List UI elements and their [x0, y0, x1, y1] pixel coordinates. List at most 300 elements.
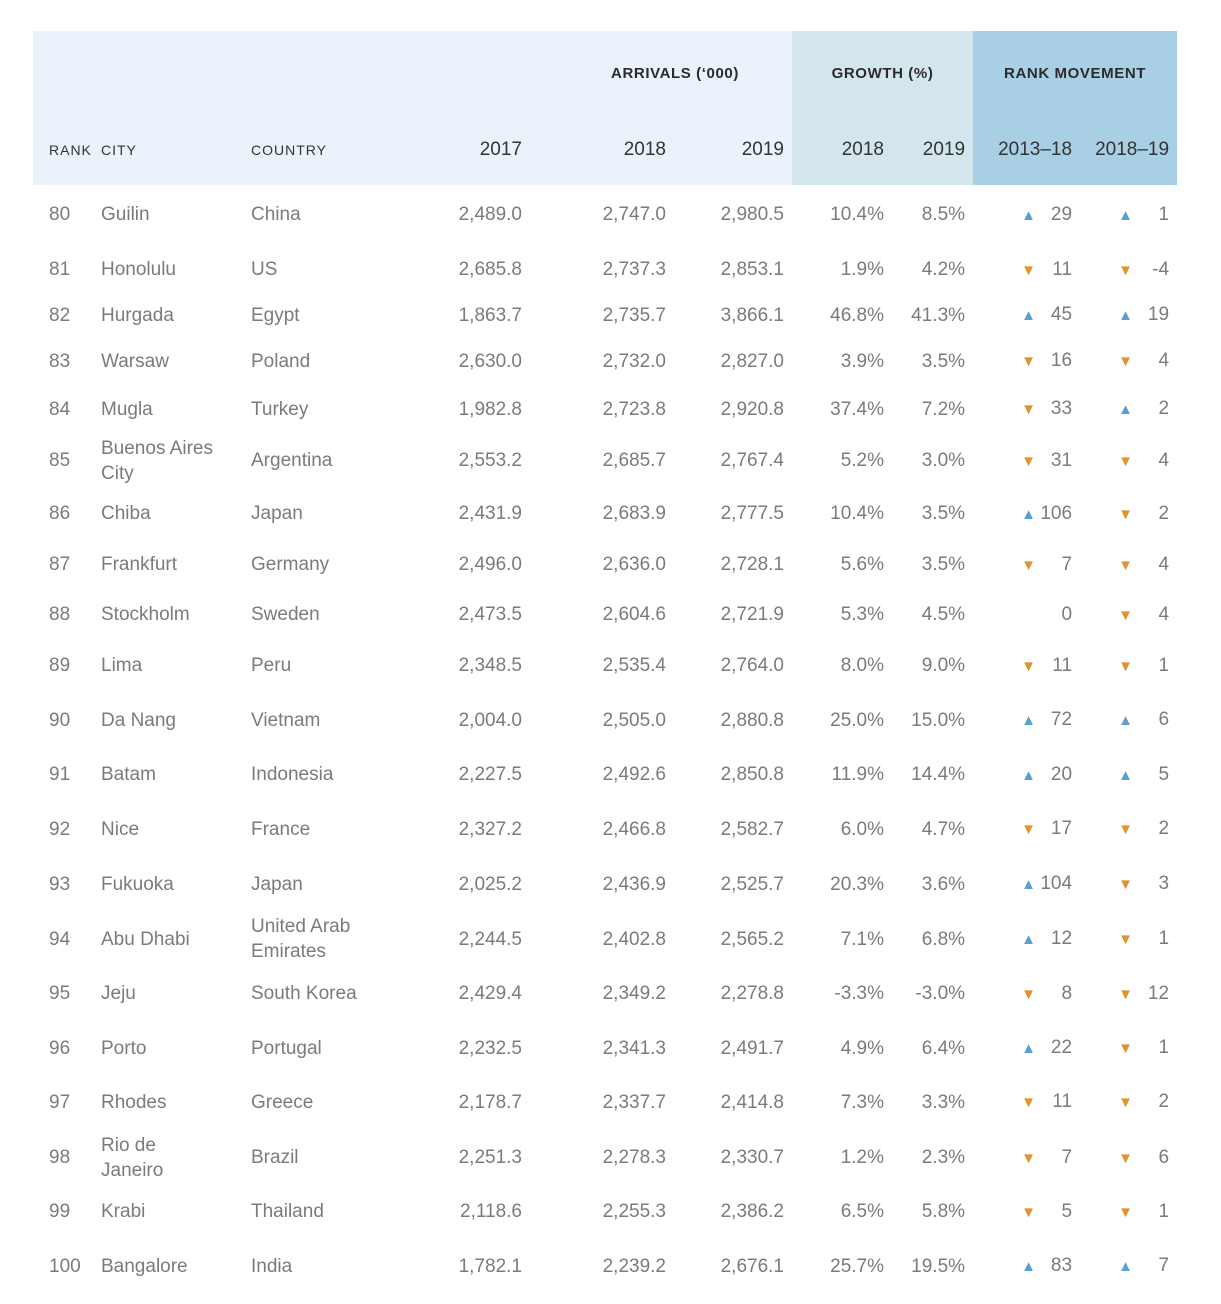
- rank-movement-group-header: RANK MOVEMENT: [973, 31, 1177, 115]
- growth-2018-cell: [792, 1074, 884, 1130]
- movement-2013-18-cell: [973, 913, 1072, 965]
- arrivals-2019-cell: [666, 1238, 792, 1294]
- growth-2019-cell: [884, 803, 973, 855]
- city-cell-text: Buenos Aires City: [101, 437, 213, 484]
- growth-2018-cell: [792, 1238, 884, 1294]
- arrivals-2018-cell: [522, 592, 666, 637]
- arrivals-2017-cell: [383, 913, 522, 965]
- triangle-up-icon: ▲: [1021, 712, 1037, 729]
- arrivals-2017-cell-text: 2,431.9: [458, 503, 522, 524]
- city-cell: [101, 637, 243, 694]
- growth-2019-cell: [884, 387, 973, 431]
- rank-cell-text: 90: [49, 709, 71, 731]
- arrivals-2018-cell: [522, 1238, 666, 1294]
- table-body: [33, 185, 1177, 1294]
- triangle-down-icon: ▼: [1118, 1040, 1134, 1057]
- arrivals-2018-cell: [522, 335, 666, 387]
- table-row: [33, 1074, 1177, 1130]
- table-row: [33, 537, 1177, 592]
- country-cell: [243, 1074, 383, 1130]
- country-cell: [243, 1130, 383, 1185]
- movement-value: 0: [1061, 604, 1073, 625]
- movement-2018-19-cell: [1072, 592, 1177, 637]
- triangle-down-icon: ▼: [1021, 452, 1037, 470]
- arrivals-2019-cell-text: 2,491.7: [720, 1037, 785, 1059]
- country-cell: [243, 913, 383, 965]
- header-column-row: [33, 115, 1177, 185]
- arrivals-2018-cell-text: 2,732.0: [602, 350, 666, 372]
- growth-2019-cell-text: 4.2%: [921, 259, 966, 280]
- movement-value: 33: [1050, 398, 1073, 419]
- country-cell: [243, 1022, 383, 1074]
- table-row: [33, 592, 1177, 637]
- arrivals-2018-cell: [522, 537, 666, 592]
- arrivals-2018-cell: [522, 490, 666, 537]
- triangle-up-icon: ▲: [1021, 1258, 1037, 1275]
- rank-cell: [33, 1074, 101, 1130]
- movement-value: 2: [1158, 502, 1170, 524]
- table-row: [33, 1185, 1177, 1238]
- arrivals-2019-cell: [666, 1185, 792, 1238]
- arrivals-2019-cell: [666, 1130, 792, 1185]
- country-cell-text: South Korea: [251, 983, 357, 1004]
- country-cell: [243, 185, 383, 244]
- movement-value: 12: [1050, 928, 1073, 949]
- arrivals-2019-cell-text: 2,980.5: [720, 204, 785, 225]
- arrivals-2017-cell: [383, 244, 522, 295]
- arrivals-2018-header: 2018: [522, 115, 666, 185]
- rank-cell: [33, 592, 101, 637]
- movement-value: 2: [1158, 398, 1170, 419]
- growth-2018-cell-text: 46.8%: [830, 304, 885, 326]
- country-cell-text: Japan: [251, 873, 303, 895]
- movement-value: 7: [1158, 1255, 1170, 1276]
- arrivals-2018-cell-text: 2,685.7: [602, 450, 666, 471]
- arrivals-2019-cell-text: 2,525.7: [720, 873, 785, 895]
- city-cell-text: Fukuoka: [101, 873, 174, 895]
- arrivals-2017-cell: [383, 1238, 522, 1294]
- growth-2018-cell-text: 25.0%: [830, 709, 885, 731]
- triangle-down-icon: ▼: [1118, 821, 1134, 838]
- growth-2018-header: 2018: [792, 115, 884, 185]
- movement-value: 8: [1061, 982, 1073, 1004]
- growth-2019-cell: [884, 965, 973, 1022]
- country-cell: [243, 592, 383, 637]
- country-column-header: COUNTRY: [243, 115, 383, 185]
- city-cell: [101, 1022, 243, 1074]
- movement-value: 19: [1147, 304, 1170, 325]
- movement-value: 22: [1050, 1037, 1073, 1058]
- country-cell-text: Egypt: [251, 304, 300, 326]
- movement-2018-19-header: 2018–19: [1072, 115, 1177, 185]
- movement-2018-19-cell: [1072, 1074, 1177, 1130]
- country-cell: [243, 1238, 383, 1294]
- growth-2018-cell: [792, 637, 884, 694]
- arrivals-2017-cell-text: 2,244.5: [458, 928, 522, 950]
- growth-2018-cell-text: 8.0%: [840, 655, 885, 676]
- arrivals-2019-cell-text: 2,565.2: [720, 928, 785, 950]
- arrivals-2018-cell: [522, 803, 666, 855]
- country-cell-text: Poland: [251, 350, 311, 372]
- arrivals-2017-cell-text: 2,473.5: [458, 604, 522, 625]
- country-cell-text: Argentina: [251, 450, 333, 471]
- city-cell-text: Jeju: [101, 983, 136, 1004]
- movement-value: 4: [1158, 603, 1170, 625]
- triangle-up-icon: ▲: [1118, 206, 1134, 224]
- movement-2018-19-cell: [1072, 537, 1177, 592]
- table-row: [33, 746, 1177, 803]
- growth-2018-cell: [792, 855, 884, 913]
- country-cell: [243, 694, 383, 746]
- arrivals-2018-cell: [522, 1074, 666, 1130]
- arrivals-2019-cell-text: 2,880.8: [720, 709, 785, 731]
- arrivals-2018-cell-text: 2,737.3: [602, 259, 666, 280]
- arrivals-2017-cell-text: 2,553.2: [458, 450, 522, 471]
- triangle-down-icon: ▼: [1021, 1203, 1037, 1221]
- arrivals-2017-cell: [383, 490, 522, 537]
- movement-value: -4: [1152, 258, 1170, 280]
- triangle-up-icon: ▲: [1118, 712, 1134, 729]
- city-cell-text: Batam: [101, 764, 156, 785]
- country-cell: [243, 746, 383, 803]
- growth-2018-cell-text: 7.3%: [840, 1091, 885, 1113]
- movement-2013-18-header: 2013–18: [973, 115, 1072, 185]
- arrivals-group-header: ARRIVALS (‘000): [383, 31, 792, 115]
- arrivals-2018-cell: [522, 637, 666, 694]
- movement-value: 5: [1158, 763, 1170, 785]
- country-cell: [243, 803, 383, 855]
- arrivals-2017-cell: [383, 855, 522, 913]
- arrivals-2018-cell: [522, 244, 666, 295]
- triangle-down-icon: ▼: [1118, 1094, 1134, 1111]
- city-cell: [101, 387, 243, 431]
- country-cell: [243, 637, 383, 694]
- movement-2018-19-cell: [1072, 965, 1177, 1022]
- growth-2018-cell: [792, 335, 884, 387]
- rank-cell: [33, 185, 101, 244]
- movement-2013-18-cell: [973, 1185, 1072, 1238]
- rank-cell-text: 91: [49, 764, 71, 785]
- city-cell: [101, 746, 243, 803]
- arrivals-2018-cell-text: 2,636.0: [602, 554, 666, 575]
- arrivals-2018-cell: [522, 1185, 666, 1238]
- arrivals-2019-cell-text: 2,676.1: [720, 1255, 785, 1277]
- rank-cell: [33, 803, 101, 855]
- movement-2018-19-cell: [1072, 913, 1177, 965]
- movement-value: 20: [1050, 763, 1073, 785]
- table-row: [33, 694, 1177, 746]
- arrivals-2019-cell-text: 2,330.7: [720, 1147, 785, 1168]
- arrivals-2018-cell: [522, 1022, 666, 1074]
- arrivals-2018-cell-text: 2,683.9: [602, 503, 666, 524]
- country-cell-text: France: [251, 818, 311, 840]
- rank-cell-text: 88: [49, 604, 71, 625]
- arrivals-2017-cell: [383, 431, 522, 490]
- movement-2013-18-cell: [973, 1130, 1072, 1185]
- arrivals-2019-cell: [666, 185, 792, 244]
- movement-value: 5: [1061, 1200, 1073, 1222]
- rank-cell: [33, 1185, 101, 1238]
- movement-value: 1: [1158, 928, 1170, 949]
- arrivals-2017-cell-text: 2,348.5: [458, 655, 522, 676]
- city-cell-text: Honolulu: [101, 259, 176, 280]
- movement-2013-18-cell: [973, 387, 1072, 431]
- growth-2019-cell: [884, 185, 973, 244]
- movement-value: 17: [1050, 818, 1073, 839]
- movement-2018-19-cell: [1072, 855, 1177, 913]
- movement-value: 1: [1158, 654, 1170, 676]
- movement-2013-18-cell: [973, 431, 1072, 490]
- growth-2019-cell-text: 8.5%: [921, 204, 966, 225]
- country-cell-text: Germany: [251, 554, 330, 575]
- movement-2013-18-cell: [973, 746, 1072, 803]
- city-cell: [101, 965, 243, 1022]
- growth-2019-header: 2019: [884, 115, 973, 185]
- table-row: [33, 855, 1177, 913]
- growth-2018-cell: [792, 1022, 884, 1074]
- growth-2018-cell-text: 1.9%: [840, 259, 885, 280]
- city-cell: [101, 244, 243, 295]
- rank-cell-text: 87: [49, 554, 71, 575]
- rank-cell-text: 93: [49, 873, 71, 895]
- country-cell-text: Thailand: [251, 1201, 324, 1222]
- triangle-up-icon: ▲: [1021, 505, 1037, 523]
- growth-2018-cell-text: 25.7%: [830, 1255, 885, 1277]
- rank-cell-text: 95: [49, 983, 71, 1004]
- city-cell-text: Krabi: [101, 1201, 146, 1222]
- movement-2018-19-cell: [1072, 387, 1177, 431]
- growth-2018-cell: [792, 1130, 884, 1185]
- arrivals-2019-cell: [666, 965, 792, 1022]
- triangle-down-icon: ▼: [1118, 985, 1134, 1003]
- arrivals-2019-cell: [666, 855, 792, 913]
- growth-2019-cell: [884, 637, 973, 694]
- movement-2013-18-cell: [973, 185, 1072, 244]
- triangle-up-icon: ▲: [1118, 1258, 1134, 1275]
- arrivals-2019-cell: [666, 1074, 792, 1130]
- arrivals-2019-cell: [666, 592, 792, 637]
- growth-2018-cell-text: 20.3%: [830, 873, 885, 895]
- arrivals-2017-cell-text: 2,685.8: [458, 259, 522, 280]
- city-cell-text: Nice: [101, 818, 140, 840]
- movement-2013-18-cell: [973, 1022, 1072, 1074]
- growth-2018-cell: [792, 185, 884, 244]
- movement-2018-19-cell: [1072, 746, 1177, 803]
- growth-2019-cell-text: 3.3%: [921, 1091, 966, 1113]
- triangle-down-icon: ▼: [1021, 821, 1037, 838]
- movement-value: 45: [1050, 304, 1073, 325]
- arrivals-2019-cell-text: 2,827.0: [720, 350, 785, 372]
- movement-value: 1: [1158, 203, 1170, 225]
- country-cell: [243, 244, 383, 295]
- arrivals-2019-cell: [666, 387, 792, 431]
- table-row: [33, 490, 1177, 537]
- arrivals-2017-cell: [383, 1074, 522, 1130]
- movement-value: 16: [1050, 350, 1073, 371]
- growth-2019-cell: [884, 592, 973, 637]
- triangle-up-icon: ▲: [1021, 931, 1037, 948]
- city-cell-text: Guilin: [101, 204, 150, 225]
- triangle-down-icon: ▼: [1021, 261, 1037, 279]
- arrivals-2018-cell-text: 2,604.6: [602, 604, 666, 625]
- arrivals-2018-cell: [522, 431, 666, 490]
- triangle-down-icon: ▼: [1118, 876, 1134, 893]
- growth-2019-cell: [884, 1130, 973, 1185]
- growth-2018-cell: [792, 295, 884, 335]
- arrivals-2019-cell: [666, 913, 792, 965]
- growth-2018-cell: [792, 490, 884, 537]
- arrivals-2017-cell: [383, 694, 522, 746]
- rank-cell: [33, 694, 101, 746]
- arrivals-2018-cell: [522, 185, 666, 244]
- growth-2018-cell-text: 1.2%: [840, 1147, 885, 1168]
- arrivals-2017-cell: [383, 537, 522, 592]
- city-cell: [101, 431, 243, 490]
- growth-2018-cell-text: 6.0%: [840, 818, 885, 840]
- country-cell-text: Vietnam: [251, 709, 321, 731]
- arrivals-2019-cell: [666, 431, 792, 490]
- city-cell: [101, 490, 243, 537]
- city-cell-text: Bangalore: [101, 1255, 188, 1277]
- arrivals-2019-cell-text: 2,414.8: [720, 1091, 785, 1113]
- growth-2019-cell-text: 2.3%: [921, 1147, 966, 1168]
- growth-2018-cell: [792, 965, 884, 1022]
- growth-2019-cell-text: 3.5%: [921, 503, 966, 524]
- growth-2019-cell-text: 3.5%: [921, 554, 966, 575]
- country-cell: [243, 537, 383, 592]
- growth-2018-cell-text: 10.4%: [830, 503, 885, 524]
- arrivals-2019-cell-text: 2,850.8: [720, 764, 785, 785]
- growth-2019-cell-text: -3.0%: [915, 983, 966, 1004]
- rank-cell: [33, 1238, 101, 1294]
- growth-2018-cell-text: 5.6%: [840, 554, 885, 575]
- arrivals-2017-cell: [383, 1022, 522, 1074]
- rank-cell-text: 94: [49, 928, 71, 950]
- table-row: [33, 637, 1177, 694]
- country-cell: [243, 490, 383, 537]
- triangle-up-icon: ▲: [1021, 876, 1037, 893]
- growth-2018-cell-text: 37.4%: [830, 398, 885, 420]
- city-cell: [101, 295, 243, 335]
- table-row: [33, 965, 1177, 1022]
- city-cell-text: Stockholm: [101, 604, 190, 625]
- movement-2013-18-cell: [973, 537, 1072, 592]
- movement-2018-19-cell: [1072, 431, 1177, 490]
- country-cell-text: Portugal: [251, 1037, 322, 1059]
- arrivals-2019-cell-text: 2,278.8: [720, 983, 785, 1004]
- city-rankings-table-container: [33, 31, 1177, 1294]
- movement-value: 12: [1147, 982, 1170, 1004]
- arrivals-2018-cell: [522, 694, 666, 746]
- arrivals-2017-cell-text: 1,863.7: [458, 304, 522, 326]
- growth-2019-cell-text: 15.0%: [911, 709, 966, 731]
- movement-value: 2: [1158, 1091, 1170, 1112]
- arrivals-2018-cell-text: 2,278.3: [602, 1147, 666, 1168]
- growth-2018-cell: [792, 537, 884, 592]
- country-cell-text: Peru: [251, 655, 292, 676]
- growth-2018-cell: [792, 746, 884, 803]
- growth-2019-cell: [884, 537, 973, 592]
- arrivals-2018-cell: [522, 1130, 666, 1185]
- city-cell-text: Warsaw: [101, 350, 169, 372]
- city-rankings-table: [33, 31, 1177, 1294]
- table-row: [33, 387, 1177, 431]
- growth-2019-cell: [884, 295, 973, 335]
- city-cell: [101, 1074, 243, 1130]
- triangle-down-icon: ▼: [1118, 556, 1134, 574]
- movement-2018-19-cell: [1072, 1238, 1177, 1294]
- country-cell-text: Indonesia: [251, 764, 334, 785]
- arrivals-2019-cell: [666, 694, 792, 746]
- movement-value: 31: [1050, 449, 1073, 471]
- growth-2018-cell: [792, 387, 884, 431]
- movement-2013-18-cell: [973, 244, 1072, 295]
- movement-2013-18-cell: [973, 592, 1072, 637]
- arrivals-2019-cell: [666, 490, 792, 537]
- arrivals-2017-cell-text: 2,227.5: [458, 764, 522, 785]
- city-cell-text: Mugla: [101, 398, 153, 420]
- rank-cell-text: 99: [49, 1201, 71, 1222]
- triangle-down-icon: ▼: [1118, 505, 1134, 523]
- arrivals-2017-cell-text: 2,178.7: [458, 1091, 522, 1113]
- movement-value: 106: [1040, 502, 1073, 524]
- movement-2013-18-cell: [973, 335, 1072, 387]
- movement-2018-19-cell: [1072, 244, 1177, 295]
- triangle-down-icon: ▼: [1021, 401, 1037, 418]
- growth-2019-cell-text: 4.7%: [921, 818, 966, 840]
- arrivals-2017-cell-text: 2,004.0: [458, 709, 522, 731]
- city-cell-text: Porto: [101, 1037, 147, 1059]
- triangle-down-icon: ▼: [1118, 931, 1134, 948]
- arrivals-2019-cell-text: 2,767.4: [720, 450, 785, 471]
- growth-2019-cell-text: 3.6%: [921, 873, 966, 895]
- triangle-up-icon: ▲: [1021, 766, 1037, 784]
- rank-cell-text: 84: [49, 398, 71, 420]
- rank-cell: [33, 1130, 101, 1185]
- movement-2013-18-cell: [973, 855, 1072, 913]
- triangle-down-icon: ▼: [1021, 556, 1037, 574]
- rank-cell-text: 85: [49, 450, 71, 471]
- arrivals-2018-cell: [522, 387, 666, 431]
- growth-2018-cell: [792, 244, 884, 295]
- growth-2018-cell-text: 3.9%: [840, 350, 885, 372]
- growth-2018-cell-text: 6.5%: [840, 1201, 885, 1222]
- arrivals-2017-cell-text: 1,982.8: [458, 398, 522, 420]
- movement-value: 1: [1158, 1200, 1170, 1222]
- movement-2013-18-cell: [973, 803, 1072, 855]
- country-cell: [243, 431, 383, 490]
- arrivals-2018-cell-text: 2,436.9: [602, 873, 666, 895]
- arrivals-2019-cell: [666, 803, 792, 855]
- triangle-down-icon: ▼: [1118, 261, 1134, 279]
- arrivals-2019-cell-text: 2,764.0: [720, 655, 785, 676]
- movement-2018-19-cell: [1072, 803, 1177, 855]
- movement-2018-19-cell: [1072, 1022, 1177, 1074]
- movement-value: 29: [1050, 203, 1073, 225]
- movement-2018-19-cell: [1072, 694, 1177, 746]
- rank-cell: [33, 244, 101, 295]
- rank-cell: [33, 913, 101, 965]
- rank-cell-text: 89: [49, 655, 71, 676]
- growth-2019-cell-text: 19.5%: [911, 1255, 966, 1277]
- growth-2019-cell-text: 9.0%: [921, 655, 966, 676]
- country-cell: [243, 855, 383, 913]
- rank-cell: [33, 490, 101, 537]
- rank-cell: [33, 1022, 101, 1074]
- growth-2019-cell-text: 3.5%: [921, 350, 966, 372]
- triangle-up-icon: ▲: [1021, 307, 1037, 324]
- growth-2018-cell-text: 7.1%: [840, 928, 885, 950]
